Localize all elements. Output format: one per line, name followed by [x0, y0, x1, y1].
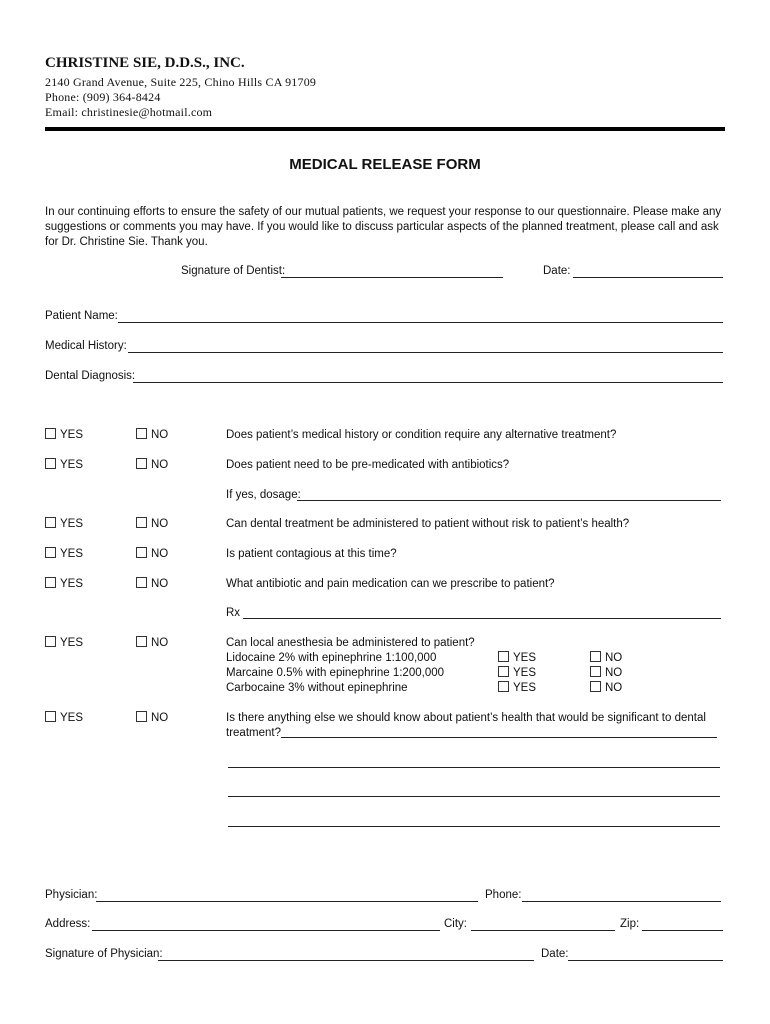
city-label: City:: [444, 918, 467, 930]
header-divider: [45, 127, 725, 131]
q7-answer-field-2[interactable]: [228, 767, 720, 768]
physician-field[interactable]: [96, 901, 478, 902]
question-7-line-2: treatment?: [226, 727, 281, 739]
clinic-phone: Phone: (909) 364-8424: [45, 90, 161, 104]
signature-physician-field[interactable]: [158, 960, 534, 961]
marcaine-no-checkbox[interactable]: [590, 666, 622, 679]
q1-yes-checkbox[interactable]: [45, 428, 83, 441]
checkbox-icon: [590, 681, 601, 692]
physician-date-label: Date:: [541, 948, 569, 960]
question-6: Can local anesthesia be administered to patient?: [226, 637, 475, 649]
dental-diagnosis-field[interactable]: [133, 382, 723, 383]
question-1: Does patient’s medical history or condition require any alternative treatment?: [226, 429, 617, 441]
checkbox-icon: [45, 517, 56, 528]
address-field[interactable]: [92, 930, 440, 931]
address-label: Address:: [45, 918, 91, 930]
question-2: Does patient need to be pre-medicated with antibiotics?: [226, 459, 510, 471]
question-5: What antibiotic and pain medication can we prescribe to patient?: [226, 578, 555, 590]
zip-field[interactable]: [642, 930, 723, 931]
signature-physician-label: Signature of Physician:: [45, 948, 163, 960]
checkbox-icon: [45, 428, 56, 439]
carbocaine-no-checkbox[interactable]: [590, 681, 622, 694]
checkbox-icon: [136, 711, 147, 722]
signature-dentist-field[interactable]: [281, 277, 503, 278]
checkbox-icon: [45, 711, 56, 722]
q7-answer-field-1[interactable]: [281, 737, 717, 738]
checkbox-icon: [590, 666, 601, 677]
checkbox-icon: [45, 577, 56, 588]
yes-label: YES: [60, 637, 84, 649]
marcaine-yes-checkbox[interactable]: [498, 666, 536, 679]
q5-no-checkbox[interactable]: [136, 577, 168, 590]
q6-no-checkbox[interactable]: [136, 636, 168, 649]
checkbox-icon: [590, 651, 601, 662]
dosage-field[interactable]: [297, 500, 721, 501]
q2-no-checkbox[interactable]: [136, 458, 168, 471]
yes-label: YES: [60, 429, 84, 441]
clinic-name: CHRISTINE SIE, D.D.S., INC.: [45, 55, 245, 71]
patient-name-field[interactable]: [118, 322, 723, 323]
question-4: Is patient contagious at this time?: [226, 548, 397, 560]
checkbox-icon: [136, 547, 147, 558]
no-label: NO: [151, 459, 169, 471]
intro-paragraph: In our continuing efforts to ensure the safety of our mutual patients, we request your response to our questionnaire. Please make any suggestions or comments you may have. If you would like to discuss particular aspects of the planned treatment, please call and ask for Dr. Christine Sie. Thank you.: [45, 206, 722, 248]
physician-date-field[interactable]: [568, 960, 723, 961]
checkbox-icon: [136, 636, 147, 647]
checkbox-icon: [45, 636, 56, 647]
medical-history-field[interactable]: [128, 352, 723, 353]
medical-history-label: Medical History:: [45, 340, 127, 352]
yes-label: YES: [60, 518, 84, 530]
checkbox-icon: [498, 651, 509, 662]
city-field[interactable]: [471, 930, 615, 931]
physician-phone-label: Phone:: [485, 889, 522, 901]
no-label: NO: [151, 637, 169, 649]
yes-label: YES: [60, 459, 84, 471]
question-7-line-1: Is there anything else we should know about patient’s health that would be significant to dental: [226, 712, 706, 724]
no-label: NO: [151, 429, 169, 441]
signature-dentist-label: Signature of Dentist:: [181, 265, 286, 277]
checkbox-icon: [45, 458, 56, 469]
q6-yes-checkbox[interactable]: [45, 636, 83, 649]
yes-label: YES: [513, 682, 537, 694]
no-label: NO: [151, 518, 169, 530]
anesthetic-lidocaine: Lidocaine 2% with epinephrine 1:100,000: [226, 652, 437, 664]
yes-label: YES: [513, 667, 537, 679]
checkbox-icon: [136, 577, 147, 588]
checkbox-icon: [45, 547, 56, 558]
clinic-email: Email: christinesie@hotmail.com: [45, 105, 213, 119]
q7-answer-field-4[interactable]: [228, 826, 720, 827]
checkbox-icon: [136, 458, 147, 469]
q3-yes-checkbox[interactable]: [45, 517, 83, 530]
yes-label: YES: [60, 548, 84, 560]
q7-answer-field-3[interactable]: [228, 796, 720, 797]
rx-field[interactable]: [243, 618, 721, 619]
yes-label: YES: [60, 712, 84, 724]
q3-no-checkbox[interactable]: [136, 517, 168, 530]
no-label: NO: [605, 652, 623, 664]
checkbox-icon: [498, 666, 509, 677]
anesthetic-marcaine: Marcaine 0.5% with epinephrine 1:200,000: [226, 667, 445, 679]
form-title: MEDICAL RELEASE FORM: [289, 156, 481, 173]
yes-label: YES: [513, 652, 537, 664]
physician-phone-field[interactable]: [522, 901, 721, 902]
checkbox-icon: [136, 428, 147, 439]
patient-name-label: Patient Name:: [45, 310, 118, 322]
no-label: NO: [151, 548, 169, 560]
q7-yes-checkbox[interactable]: [45, 711, 83, 724]
no-label: NO: [151, 578, 169, 590]
zip-label: Zip:: [620, 918, 640, 930]
dentist-date-label: Date:: [543, 265, 571, 277]
no-label: NO: [151, 712, 169, 724]
carbocaine-yes-checkbox[interactable]: [498, 681, 536, 694]
lidocaine-no-checkbox[interactable]: [590, 651, 622, 664]
lidocaine-yes-checkbox[interactable]: [498, 651, 536, 664]
q2-yes-checkbox[interactable]: [45, 458, 83, 471]
clinic-address: 2140 Grand Avenue, Suite 225, Chino Hills CA 91709: [45, 75, 317, 89]
q4-yes-checkbox[interactable]: [45, 547, 83, 560]
no-label: NO: [605, 667, 623, 679]
dental-diagnosis-label: Dental Diagnosis:: [45, 370, 136, 382]
checkbox-icon: [136, 517, 147, 528]
q1-no-checkbox[interactable]: [136, 428, 168, 441]
dosage-label: If yes, dosage:: [226, 489, 301, 501]
rx-label: Rx: [226, 607, 241, 619]
question-3: Can dental treatment be administered to patient without risk to patient’s health?: [226, 518, 630, 530]
physician-label: Physician:: [45, 889, 98, 901]
q7-no-checkbox[interactable]: [136, 711, 168, 724]
anesthetic-carbocaine: Carbocaine 3% without epinephrine: [226, 682, 408, 694]
dentist-date-field[interactable]: [573, 277, 723, 278]
q4-no-checkbox[interactable]: [136, 547, 168, 560]
checkbox-icon: [498, 681, 509, 692]
yes-label: YES: [60, 578, 84, 590]
no-label: NO: [605, 682, 623, 694]
q5-yes-checkbox[interactable]: [45, 577, 83, 590]
